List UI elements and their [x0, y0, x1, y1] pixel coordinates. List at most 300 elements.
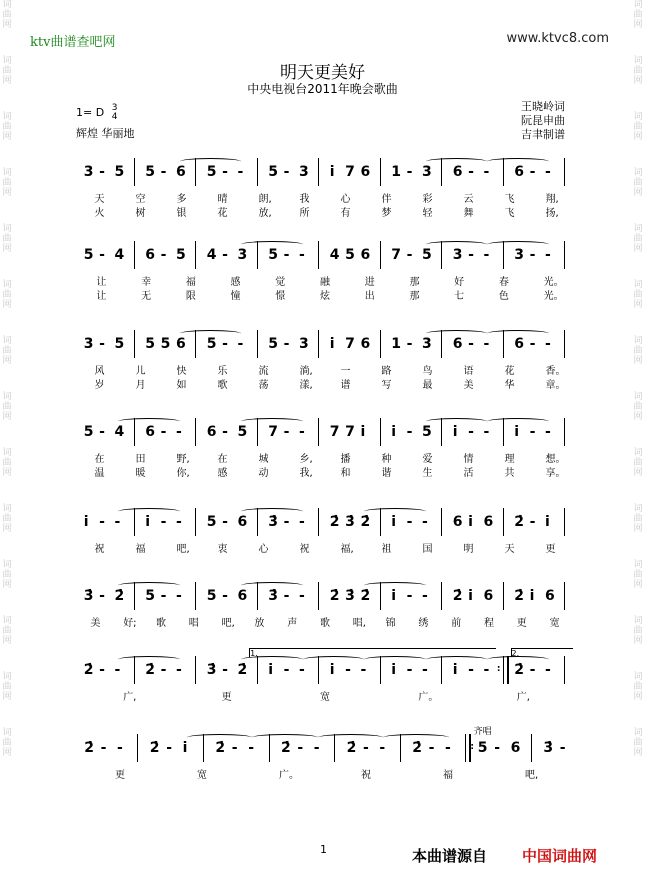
lyric-char: 福	[185, 277, 196, 288]
dash-note: -	[544, 164, 551, 180]
note: i	[391, 424, 396, 440]
lyric-char: 播	[340, 454, 351, 465]
lyric-char: 更	[221, 692, 232, 703]
tie-arc	[187, 734, 253, 741]
note: 2̇	[329, 514, 340, 530]
note: 6	[237, 588, 248, 604]
dash-note: -	[222, 336, 228, 352]
dash-note: -	[544, 336, 551, 352]
dash-note: -	[363, 740, 369, 756]
dash-note: -	[428, 740, 435, 756]
note: i	[391, 588, 396, 604]
dash-note: -	[283, 424, 290, 440]
note: 4	[329, 247, 340, 263]
note: 3	[298, 164, 309, 180]
dash-note: -	[100, 740, 107, 756]
lyric-char: 放	[254, 618, 265, 629]
lyric-char: 觉	[275, 277, 286, 288]
staff-row	[80, 330, 572, 390]
note: i	[329, 164, 335, 180]
note: 5	[421, 424, 432, 440]
lyric-char: 好	[454, 277, 465, 288]
dash-note: -	[99, 514, 105, 530]
note: i	[391, 662, 396, 678]
lyric-char: 荡	[258, 380, 269, 391]
lyric-char: 光。	[543, 291, 564, 302]
note: 2̇	[145, 662, 155, 678]
note: 2̇	[360, 514, 371, 530]
repeat-dots: :	[470, 742, 474, 752]
lyric-char: 儿	[135, 366, 146, 377]
note: 4	[114, 424, 125, 440]
time-bottom: 4	[111, 112, 118, 122]
barline	[318, 241, 319, 269]
watermark-text: 词曲网	[633, 672, 643, 702]
note: 5	[114, 336, 125, 352]
barline	[564, 582, 565, 610]
barline	[134, 330, 135, 358]
composer: 阮昆申曲	[521, 114, 565, 127]
lyric-char: 在	[94, 454, 105, 465]
lyric-char: 唱	[188, 618, 199, 629]
lyric-char: 快	[176, 366, 187, 377]
note: i	[529, 588, 535, 604]
dash-note: -	[175, 588, 182, 604]
barline	[564, 158, 565, 186]
note: 3̇	[268, 588, 278, 604]
lyric-line	[80, 204, 572, 218]
lyric-line	[80, 688, 572, 702]
lyric-char: 前	[451, 618, 462, 629]
lyric-line	[80, 190, 572, 204]
note: 6	[175, 164, 186, 180]
note: i	[391, 514, 396, 530]
lyric-char: 国	[422, 544, 433, 555]
lyric-char: 多	[176, 194, 187, 205]
lyric-char: 进	[364, 277, 375, 288]
staff-row	[80, 241, 572, 301]
lyric-char: 田	[135, 454, 146, 465]
dash-note: -	[529, 247, 536, 263]
lyric-line	[80, 376, 572, 390]
dash-note: -	[298, 662, 305, 678]
watermark-text: 词曲网	[633, 168, 643, 198]
note: 7	[391, 247, 401, 263]
repeat-dots: :	[496, 664, 501, 674]
dash-note: -	[559, 740, 566, 756]
dash-note: -	[160, 662, 167, 678]
lyric-char: 衷	[217, 544, 228, 555]
watermark-text: 词曲网	[633, 56, 643, 86]
dash-note: -	[445, 740, 451, 756]
tie-arc	[426, 418, 488, 425]
lyric-char: 吧,	[221, 618, 235, 629]
dash-note: -	[544, 662, 551, 678]
lyric-char: 歌	[156, 618, 166, 629]
barline	[380, 158, 381, 186]
note: 2̇	[84, 740, 94, 756]
note: 2̇	[452, 588, 463, 604]
lyric-char: 宽	[549, 618, 560, 629]
note: 2̇	[412, 740, 422, 756]
watermark-text: 词曲网	[633, 280, 643, 310]
dash-note: -	[117, 740, 123, 756]
barline	[195, 582, 196, 610]
dash-note: -	[483, 424, 490, 440]
note: 5	[268, 247, 278, 263]
staff-row	[80, 649, 572, 716]
dash-note: -	[283, 336, 290, 352]
lyric-char: 广,	[516, 692, 530, 703]
barline	[195, 241, 196, 269]
note: 5	[145, 336, 155, 352]
barline	[531, 734, 532, 762]
lyric-char: 幸	[141, 277, 152, 288]
dash-note: -	[483, 247, 490, 263]
lyric-char: 和	[340, 468, 351, 479]
lyric-char: 宽	[197, 770, 207, 781]
note: 3̇	[206, 662, 217, 678]
lyric-char: 理	[504, 454, 515, 465]
site-url-right[interactable]: www.ktvc8.com	[506, 31, 609, 46]
watermark-text: 词曲网	[633, 504, 643, 534]
lyric-char: 飞	[504, 194, 515, 205]
lyric-char: 融	[320, 277, 330, 288]
lyric-char: 天	[94, 194, 105, 205]
dash-note: -	[283, 588, 290, 604]
watermark-text: 词曲网	[633, 336, 643, 366]
watermark-text: 词曲网	[633, 448, 643, 478]
note: 3̇	[345, 588, 355, 604]
tie-arc	[426, 158, 488, 165]
watermark-text: 词曲网	[2, 616, 12, 646]
dash-note: -	[468, 164, 474, 180]
lyric-line	[80, 273, 572, 287]
lyric-char: 漾,	[299, 380, 313, 391]
watermark-text: 词曲网	[2, 336, 12, 366]
note: 2̇	[149, 740, 160, 756]
note: 6	[483, 514, 494, 530]
barline	[380, 418, 381, 446]
source-site[interactable]: 中国词曲网	[522, 847, 598, 865]
time-top: 3	[111, 103, 118, 113]
dash-note: -	[529, 164, 536, 180]
lyric-char: 舞	[463, 208, 474, 219]
barline	[380, 330, 381, 358]
dash-note: -	[222, 164, 228, 180]
lyric-char: 更	[516, 618, 527, 629]
barline	[380, 241, 381, 269]
note: 6	[452, 514, 463, 530]
lyric-char: 花	[504, 366, 515, 377]
lyric-char: 城	[258, 454, 269, 465]
note: i	[468, 514, 473, 530]
note: 2̇	[346, 740, 357, 756]
lyric-line	[80, 614, 572, 628]
dash-note: -	[313, 740, 320, 756]
lyric-char: 在	[217, 454, 228, 465]
note: 5	[268, 336, 278, 352]
tie-arc	[118, 418, 180, 425]
watermark-text: 词曲网	[633, 0, 643, 30]
note: 3	[83, 336, 94, 352]
note: 5	[175, 247, 186, 263]
note: i	[360, 424, 366, 440]
note: 3	[421, 164, 432, 180]
dash-note: -	[360, 662, 367, 678]
note: 5	[206, 164, 217, 180]
note: 6	[175, 336, 186, 352]
tie-arc	[383, 734, 449, 741]
note: 6	[514, 164, 524, 180]
note: 5	[145, 588, 155, 604]
source-text: 本曲谱源自	[412, 847, 488, 865]
lyric-char: 花	[217, 208, 228, 219]
watermark-text: 词曲网	[633, 616, 643, 646]
lyric-char: 想。	[545, 454, 566, 465]
note: i	[452, 662, 458, 678]
lyric-char: 种	[381, 454, 392, 465]
staff-row	[80, 727, 572, 794]
barline	[564, 656, 565, 684]
dash-note: -	[483, 164, 490, 180]
tie-arc	[241, 582, 303, 589]
dash-note: -	[483, 336, 490, 352]
lyric-char: 宽	[320, 692, 330, 703]
note: 5	[83, 247, 94, 263]
tie-arc	[364, 656, 426, 663]
dash-note: -	[222, 424, 228, 440]
barline	[564, 418, 565, 446]
note: 3	[514, 247, 524, 263]
lyric-char: 野,	[176, 454, 190, 465]
barline	[195, 508, 196, 536]
transcriber: 吉聿制谱	[521, 128, 565, 141]
lyric-char: 春	[498, 277, 509, 288]
lyric-char: 光。	[543, 277, 564, 288]
watermark-text: 词曲网	[2, 0, 12, 30]
watermark-text: 词曲网	[633, 224, 643, 254]
song-title: 明天更美好	[280, 63, 365, 83]
barline	[564, 508, 565, 536]
note: 7	[345, 336, 355, 352]
lyric-char: 程	[484, 618, 494, 629]
lyric-char: 爱	[422, 454, 433, 465]
lyric-char: 心	[340, 194, 351, 205]
lyric-char: 那	[409, 277, 420, 288]
dash-note: -	[406, 336, 413, 352]
lyric-char: 色	[498, 291, 509, 302]
lyric-char: 流	[258, 366, 269, 377]
note: i	[468, 588, 473, 604]
lyric-char: 扬,	[545, 208, 559, 219]
lyric-char: 享。	[545, 468, 566, 479]
dash-note: -	[114, 662, 121, 678]
lyric-char: 树	[135, 208, 146, 219]
note: i	[514, 424, 519, 440]
lyric-line	[80, 464, 572, 478]
note: i	[83, 514, 89, 530]
lyric-char: 伴	[381, 194, 392, 205]
lyric-char: 翔,	[545, 194, 559, 205]
note: 1	[391, 336, 401, 352]
note: 5	[237, 424, 248, 440]
dash-note: -	[283, 247, 290, 263]
tie-arc	[118, 582, 180, 589]
dash-note: -	[99, 336, 105, 352]
dash-note: -	[222, 514, 228, 530]
volta-second-ending: 2.	[511, 648, 574, 657]
barline	[564, 330, 565, 358]
tie-arc	[487, 158, 549, 165]
dash-note: -	[248, 740, 254, 756]
lyric-char: 风	[94, 366, 105, 377]
dash-note: -	[99, 424, 105, 440]
lyric-char: 章。	[545, 380, 566, 391]
dash-note: -	[222, 588, 228, 604]
dash-note: -	[529, 662, 536, 678]
note: 5	[421, 247, 432, 263]
lyric-char: 天	[504, 544, 515, 555]
lyric-char: 歌	[217, 380, 228, 391]
lyric-char: 吧,	[525, 770, 539, 781]
site-name-left[interactable]: ktv曲谱查吧网	[30, 35, 116, 50]
lyric-line	[80, 362, 572, 376]
dash-note: -	[99, 164, 105, 180]
barline	[318, 418, 319, 446]
note: 6	[206, 424, 217, 440]
lyric-char: 彩	[422, 194, 433, 205]
lyric-char: 祝	[94, 544, 105, 555]
note: 1	[391, 164, 401, 180]
lyric-char: 空	[135, 194, 146, 205]
lyric-char: 绣	[418, 618, 429, 629]
lyric-line	[80, 540, 572, 554]
lyric-char: 飞	[504, 208, 515, 219]
lyric-char: 唱,	[352, 618, 366, 629]
barline	[137, 734, 138, 762]
note: 6	[237, 514, 248, 530]
note: 2̇	[360, 588, 371, 604]
lyric-char: 更	[545, 544, 556, 555]
tie-arc	[426, 241, 488, 248]
note: 5	[206, 514, 217, 530]
watermark-text: 词曲网	[2, 224, 12, 254]
watermark-text: 词曲网	[2, 728, 12, 758]
lyric-char: 共	[504, 468, 515, 479]
staff-row	[80, 418, 572, 478]
lyric-char: 谐	[381, 468, 392, 479]
dash-note: -	[406, 514, 413, 530]
dash-note: -	[468, 424, 474, 440]
lyric-char: 美	[90, 618, 101, 629]
dash-note: -	[160, 164, 167, 180]
note: 2̇	[237, 662, 248, 678]
note: 6	[360, 164, 371, 180]
note: 7	[345, 164, 355, 180]
barline	[441, 582, 442, 610]
lyric-char: 我,	[299, 468, 313, 479]
dash-note: -	[99, 588, 105, 604]
tie-arc	[118, 508, 180, 515]
lyric-char: 火	[94, 208, 105, 219]
dash-note: -	[483, 662, 490, 678]
lyric-char: 路	[381, 366, 392, 377]
note: 3̇	[345, 514, 355, 530]
dash-note: -	[406, 424, 413, 440]
lyric-char: 暖	[135, 468, 146, 479]
tie-arc	[303, 656, 365, 663]
watermark-left	[0, 0, 14, 891]
staff-row	[80, 508, 572, 568]
note: 6	[360, 247, 371, 263]
lyric-char: 我	[299, 194, 310, 205]
note: 6	[360, 336, 371, 352]
lyric-char: 银	[176, 208, 187, 219]
dash-note: -	[160, 588, 167, 604]
song-subtitle: 中央电视台2011年晚会歌曲	[247, 82, 398, 96]
barline	[134, 241, 135, 269]
staff-row	[80, 582, 572, 642]
lyric-char: 广。	[418, 692, 439, 703]
note: 6	[510, 740, 521, 756]
note: 5	[160, 336, 171, 352]
lyric-char: 谱	[340, 380, 351, 391]
lyric-char: 生	[422, 468, 433, 479]
lyric-char: 鸟	[422, 366, 433, 377]
dash-note: -	[237, 336, 244, 352]
note: 2̇	[114, 588, 125, 604]
tie-arc	[364, 508, 426, 515]
watermark-text: 词曲网	[633, 560, 643, 590]
lyric-char: 出	[364, 291, 375, 302]
dash-note: -	[468, 662, 474, 678]
lyric-char: 香。	[545, 366, 566, 377]
note: 7	[268, 424, 278, 440]
dash-note: -	[468, 336, 474, 352]
lyric-char: 限	[185, 291, 196, 302]
lyric-char: 晴	[217, 194, 228, 205]
lyricist: 王晓岭词	[521, 100, 565, 113]
note: 6	[145, 424, 155, 440]
barline	[564, 241, 565, 269]
lyric-char: 淌,	[299, 366, 313, 377]
dash-note: -	[298, 588, 305, 604]
dash-note: -	[345, 662, 351, 678]
dash-note: -	[544, 247, 551, 263]
barline	[318, 158, 319, 186]
note: 4	[206, 247, 217, 263]
lyric-char: 祝	[361, 770, 371, 781]
tie-arc	[487, 330, 549, 337]
lyric-char: 放,	[258, 208, 272, 219]
dash-note: -	[529, 514, 536, 530]
note: 2̇	[83, 662, 94, 678]
watermark-text: 词曲网	[633, 392, 643, 422]
note: 3	[237, 247, 248, 263]
dash-note: -	[298, 424, 305, 440]
lyric-char: 憬	[275, 291, 286, 302]
dash-note: -	[283, 514, 290, 530]
lyric-char: 七	[454, 291, 465, 302]
tie-arc	[118, 656, 180, 663]
dash-note: -	[222, 247, 228, 263]
note: 5	[145, 164, 155, 180]
note: 5	[477, 740, 488, 756]
note: i	[145, 514, 150, 530]
dash-note: -	[99, 247, 105, 263]
dash-note: -	[406, 247, 413, 263]
